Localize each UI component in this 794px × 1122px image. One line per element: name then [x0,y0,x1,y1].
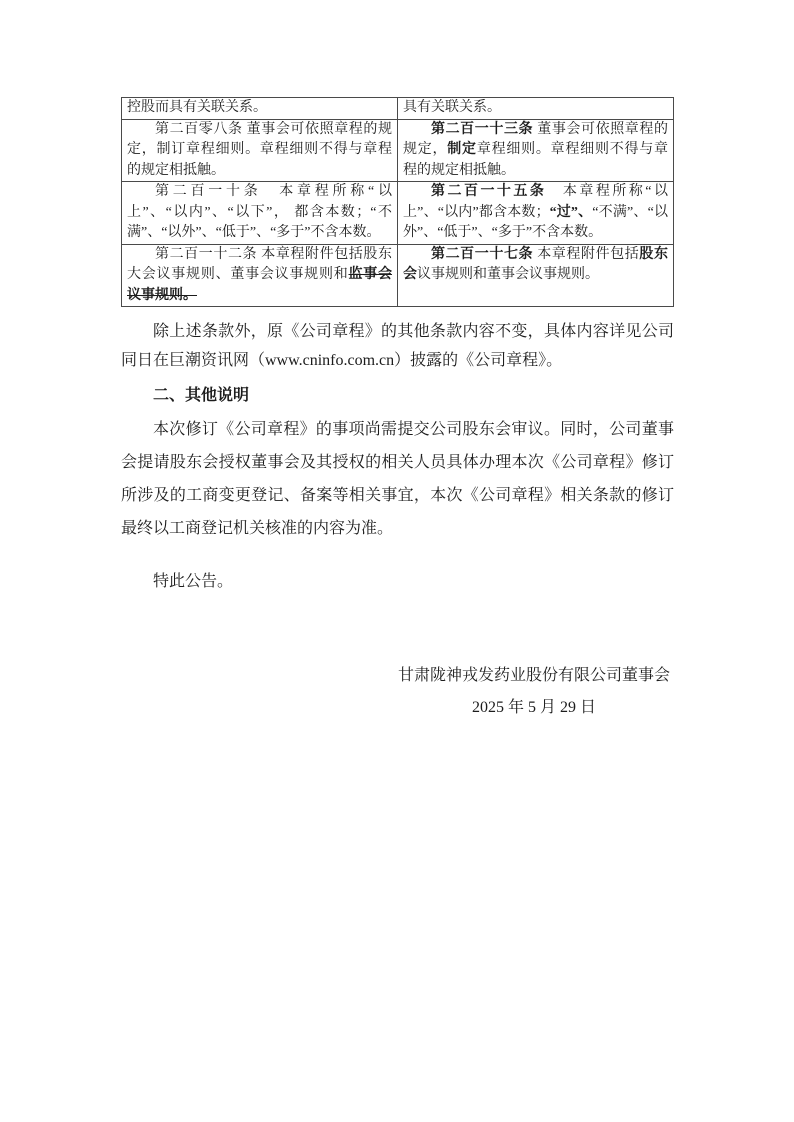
text-segment: 第二百一十三条 [431,121,534,137]
table-cell-right [398,182,674,245]
text-segment: 监事会议事规则。 [127,267,393,303]
comparison-table [121,97,674,307]
closing-statement: 特此公告。 [153,573,234,590]
text-segment: 章程细则。章程细则不得与章程的规定相抵触。 [403,142,669,178]
table-cell-left [122,119,398,182]
table-cell-left [122,98,398,120]
comparison-table-body [122,98,674,307]
signature-company: 甘肃陇神戎发药业股份有限公司董事会 [397,667,670,684]
table-row [122,244,674,307]
text-segment: 第二百一十七条 [431,246,534,262]
table-cell-left [122,182,398,245]
table-cell-left [122,244,398,307]
text-segment: 控股而具有关联关系。 [127,100,267,115]
text-segment: 第二百一十五条 [431,184,547,199]
section-heading-other-notes: 二、其他说明 [153,387,250,404]
signature-area [121,660,674,724]
paragraph-amendment-note: 除上述条款外，原《公司章程》的其他条款内容不变，具体内容详见公司同日在巨潮资讯网（www.cninfo.com.cn）披露的《公司章程》。 [121,323,674,369]
text-segment: 议事规则和董事会议事规则。 [417,267,599,282]
table-cell-right [398,98,674,120]
text-segment: 第二百一十条 本章程所称“以上”、“以内”、“以下”， 都含本数；“不满”、“以外”、“低于”、“多于”不含本数。 [127,184,392,240]
signature-block [398,660,670,724]
text-segment: 第二百零八条 董事会可依照章程的规定，制订章程细则。章程细则不得与章程的规定相抵触。 [127,121,392,178]
text-segment: “不满”、“以外”、“低于”、“多于”不含本数。 [403,204,668,240]
text-segment: 制定 [447,142,477,157]
paragraph-other-notes: 本次修订《公司章程》的事项尚需提交公司股东会审议。同时，公司董事会提请股东会授权董事会及其授权的相关人员具体办理本次《公司章程》修订所涉及的工商变更登记、备案等相关事宜，本次《公司章程》相关条款的修订最终以工商登记机关核准的内容为准。 [121,421,674,537]
text-segment: 股东会 [403,246,668,282]
table-cell-right [398,119,674,182]
table-row [122,119,674,182]
text-segment: 第二百一十二条 本章程附件包括股东大会议事规则、董事会议事规则和 [127,246,392,282]
table-row [122,98,674,120]
signature-date: 2025 年 5 月 29 日 [471,699,596,716]
text-segment: 董事会可依照章程的规定， [403,121,668,157]
text-segment: “过”、 [549,204,593,220]
table-cell-right [398,244,674,307]
text-segment: 本章程附件包括 [533,246,640,262]
text-segment: 本章程所称“以上”、“以内”都含本数； [403,184,668,220]
text-segment: 具有关联关系。 [403,100,501,115]
page-content [121,97,674,724]
table-row [122,182,674,245]
